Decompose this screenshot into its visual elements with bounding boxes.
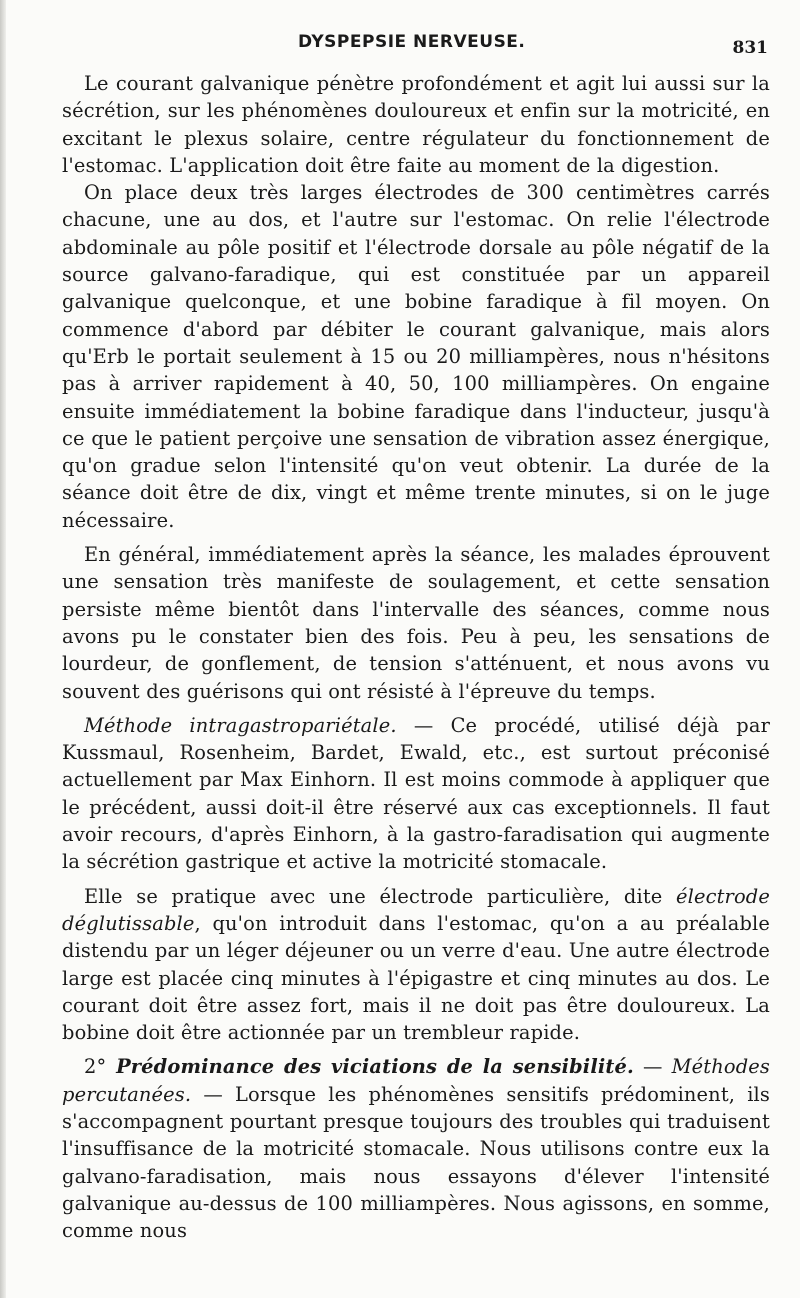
paragraph-sensitivity-predominance bbox=[62, 1053, 770, 1244]
paragraph-general-results: En général, immédiatement après la séance, les malades éprouvent une sensation très manifeste de soulagement, et cette sensation persiste même bientôt dans l'intervalle des séances, comme nous avons pu le constater bien des fois. Peu à peu, les sensations de lourdeur, de gonflement, de tension s'atténuent, et nous avons vu souvent des guérisons qui ont résisté à l'épreuve du temps. bbox=[62, 543, 770, 703]
running-head: DYSPEPSIE NERVEUSE. bbox=[298, 32, 526, 52]
page-spine-shadow bbox=[0, 0, 6, 1298]
paragraph-electrode-placement: On place deux très larges électrodes de 300 centimètres carrés chacune, une au dos, et l'autre sur l'estomac. On relie l'électrode abdominale au pôle positif et l'électrode dorsale au pôle négatif de la source galvano-faradique, qui est constituée par un appareil galvanique quelconque, et une bobine faradique à fil moyen. On commence d'abord par débiter le courant galvanique, mais alors qu'Erb le portait seulement à 15 ou 20 milliampères, nous n'hésitons pas à arriver rapidement à 40, 50, 100 milliampères. On engaine ensuite immédiatement la bobine faradique dans l'inducteur, jusqu'à ce que le patient perçoive une sensation de vibration assez énergique, qu'on gradue selon l'intensité qu'on veut obtenir. La durée de la séance doit être de dix, vingt et même trente minutes, si on le juge nécessaire. bbox=[62, 181, 770, 532]
section-heading: Prédominance des viciations de la sensibilité. bbox=[106, 1055, 634, 1079]
subsection-heading: Méthodes percutanées. bbox=[62, 1055, 770, 1106]
term-electrode-deglutissable: électrode déglutissable bbox=[62, 884, 770, 935]
paragraph-text: — Lorsque les phénomènes sensitifs prédominent, ils s'accompagnent pourtant presque toujours des troubles qui traduisent l'insuffisance de la motricité stomacale. Nous utilisons contre eux la galvano-faradisation, mais nous essayons d'élever l'intensité galvanique au-dessus de 100 milliampères. Nous agissons, en somme, comme nous bbox=[62, 1082, 770, 1243]
paragraph-swallowable-electrode bbox=[62, 883, 770, 1047]
paragraph-galvanic-current: Le courant galvanique pénètre profondément et agit lui aussi sur la sécrétion, sur les phénomènes douloureux et enfin sur la motricité, en excitant le plexus solaire, centre régulateur du fonctionnement de l'estomac. L'application doit être faite au moment de la digestion. bbox=[62, 72, 770, 177]
paragraph-text: Elle se pratique avec une électrode particulière, dite bbox=[84, 884, 676, 908]
paragraph-intragastroparietal-method bbox=[62, 712, 770, 876]
method-heading: Méthode intragastropariétale. bbox=[84, 713, 397, 737]
body-text bbox=[62, 70, 770, 1244]
page-header bbox=[62, 30, 770, 58]
paragraph-text: , qu'on introduit dans l'estomac, qu'on a au préalable distendu par un léger déjeuner ou un verre d'eau. Une autre électrode large est placée cinq minutes à l'épigastre et cinq minutes au dos. Le courant doit être assez fort, mais il ne doit pas être douloureux. La bobine doit être actionnée par un trembleur rapide. bbox=[62, 911, 770, 1045]
dash: — bbox=[633, 1055, 672, 1079]
section-number: 2° bbox=[84, 1055, 107, 1079]
page-number: 831 bbox=[732, 38, 768, 58]
paragraph-text: — Ce procédé, utilisé déjà par Kussmaul, Rosenheim, Bardet, Ewald, etc., est surtout préconisé actuellement par Max Einhorn. Il est moins commode à appliquer que le précédent, aussi doit-il être réservé aux cas exceptionnels. Il faut avoir recours, d'après Einhorn, à la gastro-faradisation qui augmente la sécrétion gastrique et active la motricité stomacale. bbox=[62, 713, 770, 874]
